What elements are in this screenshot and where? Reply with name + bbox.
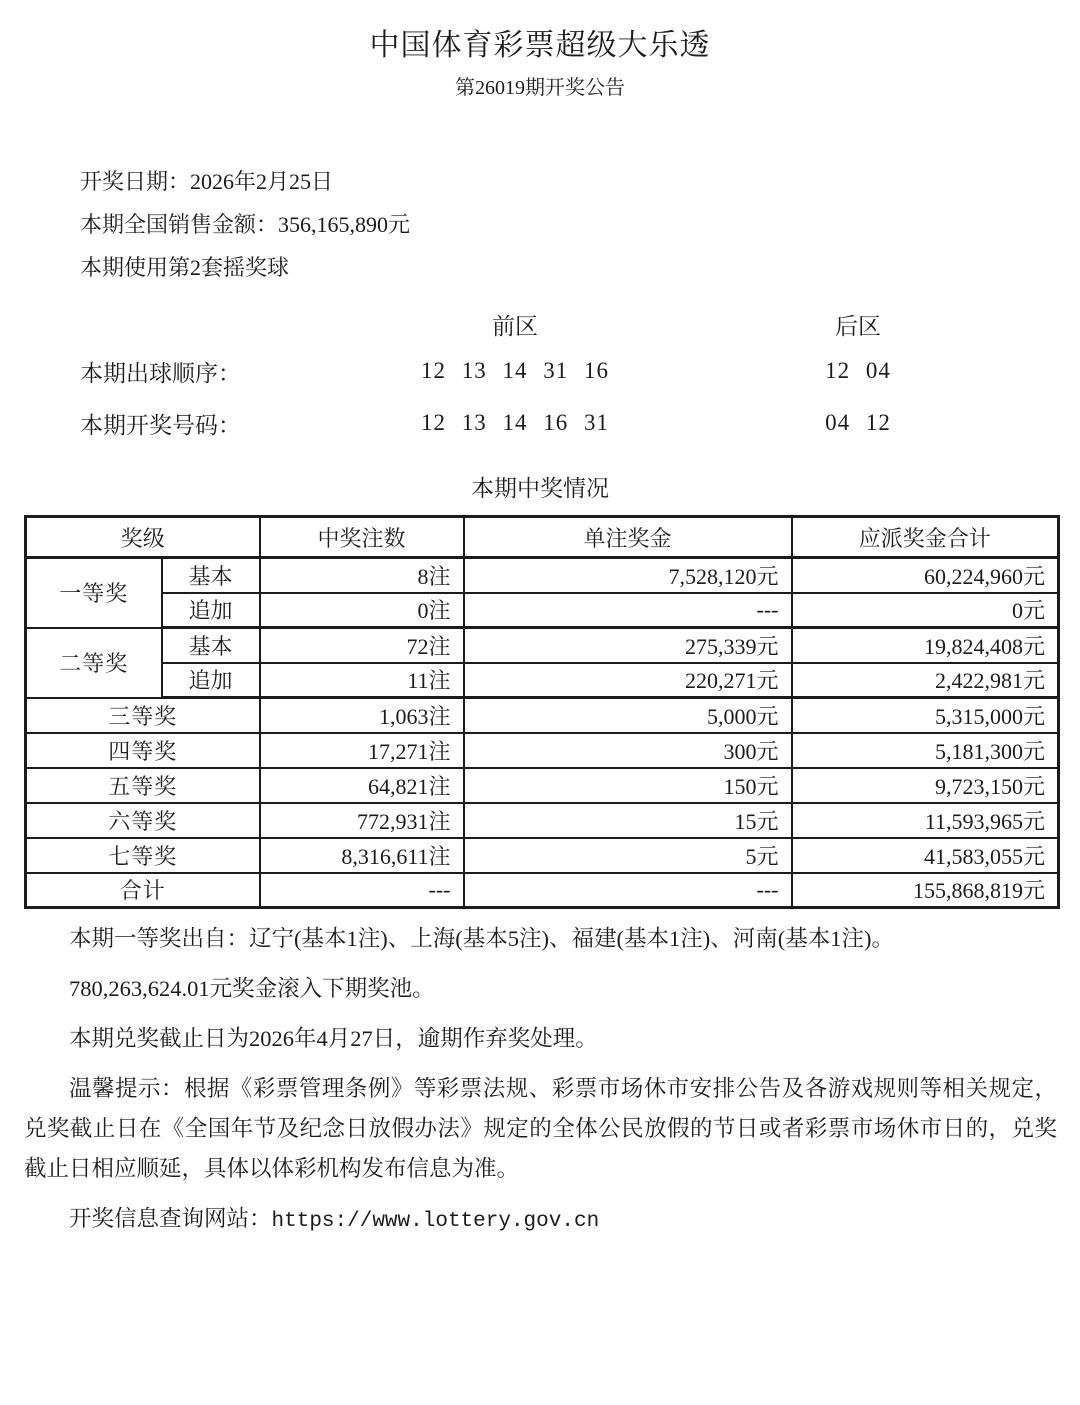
zone-header-spacer — [24, 303, 370, 345]
table-row — [26, 628, 1059, 663]
winning-back-numbers: 04 12 — [825, 410, 891, 435]
prize-type-cell: 基本 — [162, 628, 260, 663]
draw-order-label: 本期出球顺序： — [80, 360, 241, 386]
header-total-prize: 应派奖金合计 — [792, 517, 1059, 558]
prize-section-title: 本期中奖情况 — [471, 476, 609, 501]
prize-total-cell: 60,224,960元 — [792, 558, 1059, 593]
prize-type-cell: 基本 — [162, 558, 260, 593]
prize-count-cell: --- — [260, 873, 464, 908]
prize-level-cell: 四等奖 — [26, 733, 260, 768]
prize-total-cell: 41,583,055元 — [792, 838, 1059, 873]
prize-count-cell: 772,931注 — [260, 803, 464, 838]
prize-total-cell: 155,868,819元 — [792, 873, 1059, 908]
winning-numbers-label: 本期开奖号码： — [80, 412, 241, 438]
header-level: 奖级 — [26, 517, 260, 558]
prize-type-cell: 追加 — [162, 663, 260, 698]
table-row — [26, 733, 1059, 768]
prize-type-cell: 追加 — [162, 593, 260, 628]
table-row — [26, 593, 1059, 628]
prize-total-cell: 5,315,000元 — [792, 698, 1059, 733]
prize-single-cell: 7,528,120元 — [464, 558, 792, 593]
prize-level-cell: 二等奖 — [26, 628, 162, 698]
page-subtitle: 第26019期开奖公告 — [455, 77, 625, 99]
prize-total-cell: 19,824,408元 — [792, 628, 1059, 663]
prize-total-cell: 2,422,981元 — [792, 663, 1059, 698]
draw-order-back-numbers: 12 04 — [825, 358, 891, 383]
prize-single-cell: --- — [464, 593, 792, 628]
prize-level-cell: 三等奖 — [26, 698, 260, 733]
prize-single-cell: 220,271元 — [464, 663, 792, 698]
prize-count-cell: 1,063注 — [260, 698, 464, 733]
prize-single-cell: 300元 — [464, 733, 792, 768]
back-zone-header: 后区 — [835, 313, 881, 339]
notes-block — [24, 919, 1057, 1242]
table-row — [26, 698, 1059, 733]
winning-numbers-block — [24, 303, 1056, 449]
prize-count-cell: 0注 — [260, 593, 464, 628]
prize-single-cell: 5元 — [464, 838, 792, 873]
prize-level-cell: 五等奖 — [26, 768, 260, 803]
prize-single-cell: 15元 — [464, 803, 792, 838]
prize-total-cell: 0元 — [792, 593, 1059, 628]
website-label: 开奖信息查询网站： — [69, 1206, 272, 1231]
prize-table-header-row — [26, 517, 1059, 558]
prize-count-cell: 11注 — [260, 663, 464, 698]
prize-count-cell: 8,316,611注 — [260, 838, 464, 873]
prize-total-cell: 11,593,965元 — [792, 803, 1059, 838]
prize-total-cell: 5,181,300元 — [792, 733, 1059, 768]
draw-date-line: 开奖日期：2026年2月25日 — [80, 169, 334, 194]
ball-set-line: 本期使用第2套摇奖球 — [80, 255, 290, 280]
table-row — [26, 803, 1059, 838]
page-title: 中国体育彩票超级大乐透 — [369, 29, 711, 62]
prize-single-cell: 5,000元 — [464, 698, 792, 733]
front-zone-header: 前区 — [492, 313, 538, 339]
website-url: https://www.lottery.gov.cn — [271, 1210, 600, 1233]
draw-info-block — [24, 160, 1056, 289]
prize-total-cell: 9,723,150元 — [792, 768, 1059, 803]
tips-note: 温馨提示：根据《彩票管理条例》等彩票法规、彩票市场休市安排公告及各游戏规则等相关规定，兑奖截止日在《全国年节及纪念日放假办法》规定的全体公民放假的节日或者彩票市场休市日的，兑奖截止日相应顺延，具体以体彩机构发布信息为准。 — [24, 1076, 1057, 1181]
rollover-note: 780,263,624.01元奖金滚入下期奖池。 — [69, 976, 435, 1001]
winning-front-numbers: 12 13 14 16 31 — [421, 410, 609, 435]
table-row-total — [26, 873, 1059, 908]
first-prize-origin-note: 本期一等奖出自：辽宁(基本1注)、上海(基本5注)、福建(基本1注)、河南(基本1注)。 — [69, 926, 894, 951]
header-single-prize: 单注奖金 — [464, 517, 792, 558]
prize-count-cell: 17,271注 — [260, 733, 464, 768]
table-row — [26, 663, 1059, 698]
prize-table — [24, 515, 1060, 909]
table-row — [26, 768, 1059, 803]
website-line — [24, 1199, 1057, 1242]
prize-count-cell: 64,821注 — [260, 768, 464, 803]
prize-count-cell: 72注 — [260, 628, 464, 663]
prize-level-cell: 六等奖 — [26, 803, 260, 838]
table-row — [26, 558, 1059, 593]
redeem-deadline-note: 本期兑奖截止日为2026年4月27日，逾期作弃奖处理。 — [69, 1026, 598, 1051]
prize-level-cell: 七等奖 — [26, 838, 260, 873]
table-row — [26, 838, 1059, 873]
prize-count-cell: 8注 — [260, 558, 464, 593]
prize-single-cell: --- — [464, 873, 792, 908]
prize-level-cell: 合计 — [26, 873, 260, 908]
prize-single-cell: 150元 — [464, 768, 792, 803]
sales-amount-line: 本期全国销售金额：356,165,890元 — [80, 212, 411, 237]
prize-single-cell: 275,339元 — [464, 628, 792, 663]
header-count: 中奖注数 — [260, 517, 464, 558]
draw-order-front-numbers: 12 13 14 31 16 — [421, 358, 609, 383]
prize-level-cell: 一等奖 — [26, 558, 162, 628]
